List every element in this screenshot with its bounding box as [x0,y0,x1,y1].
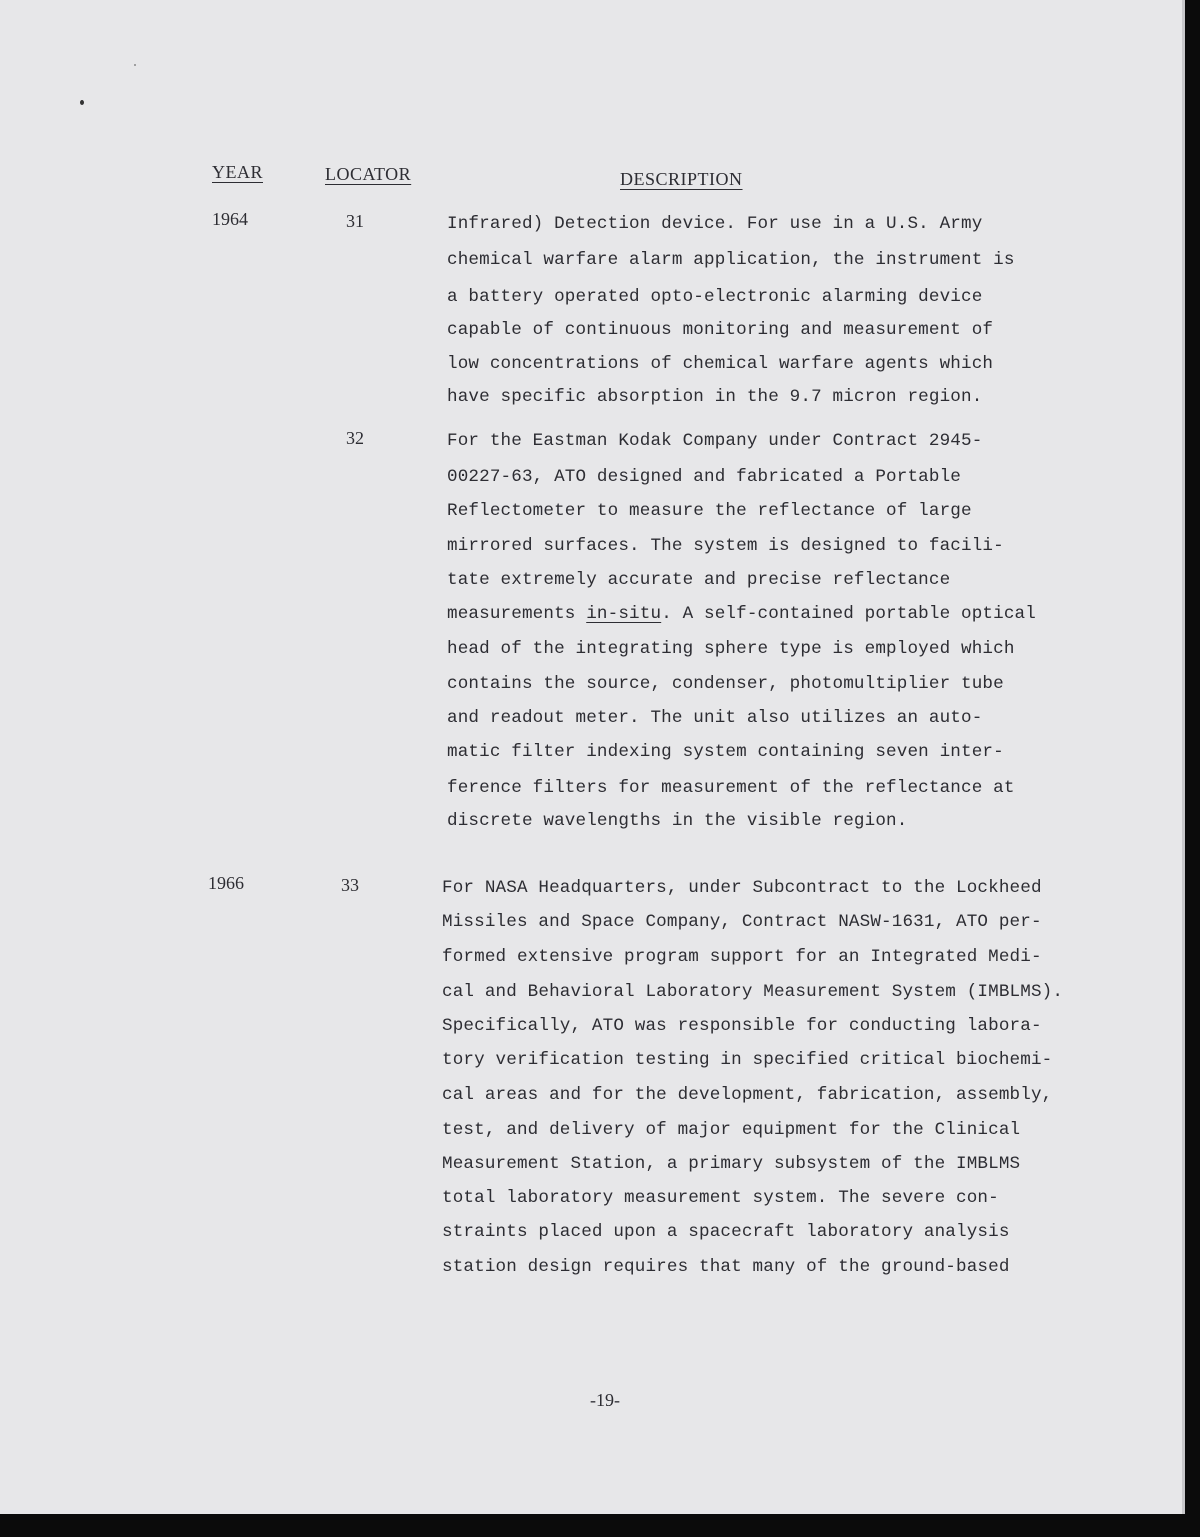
description-line: capable of continuous monitoring and measurement of [447,320,994,340]
description-line: contains the source, condenser, photomultiplier tube [447,674,1004,694]
entry-year: 1966 [208,873,244,893]
page-number: -19- [590,1390,620,1410]
description-line: head of the integrating sphere type is employed which [447,639,1015,659]
description-line: Measurement Station, a primary subsystem of the IMBLMS [442,1154,1021,1174]
description-line: low concentrations of chemical warfare agents which [447,354,994,374]
description-text: measurements [447,604,587,624]
entry-locator: 31 [346,211,364,231]
description-line: For the Eastman Kodak Company under Contract 2945- [447,431,983,451]
entry-locator: 33 [341,875,359,895]
description-line: and readout meter. The unit also utilizes an auto- [447,708,983,728]
entry-locator: 32 [346,428,364,448]
description-line: matic filter indexing system containing seven inter- [447,742,1004,762]
paper-speck [80,100,84,105]
description-line [447,604,1036,624]
description-line: ference filters for measurement of the reflectance at [447,778,1015,798]
description-line: For NASA Headquarters, under Subcontract to the Lockheed [442,878,1042,898]
description-line: Reflectometer to measure the reflectance of large [447,501,972,521]
description-line: discrete wavelengths in the visible region. [447,811,908,831]
description-line: have specific absorption in the 9.7 micron region. [447,387,983,407]
description-line: Infrared) Detection device. For use in a U.S. Army [447,214,983,234]
description-column-header: DESCRIPTION [620,169,743,189]
description-line: cal and Behavioral Laboratory Measurement System (IMBLMS). [442,982,1064,1002]
locator-column-header: LOCATOR [325,164,412,184]
description-line: tory verification testing in specified critical biochemi- [442,1050,1053,1070]
description-line: Missiles and Space Company, Contract NASW-1631, ATO per- [442,912,1042,932]
description-line: mirrored surfaces. The system is designed to facili- [447,536,1004,556]
paper-speck [134,64,136,66]
description-line: a battery operated opto-electronic alarming device [447,287,983,307]
description-line: Specifically, ATO was responsible for conducting labora- [442,1016,1042,1036]
emphasized-term: in-situ [586,604,662,624]
description-line: formed extensive program support for an Integrated Medi- [442,947,1042,967]
description-line: 00227-63, ATO designed and fabricated a Portable [447,467,961,487]
year-column-header: YEAR [212,162,263,182]
description-text: . A self-contained portable optical [661,604,1036,624]
description-line: tate extremely accurate and precise reflectance [447,570,951,590]
description-line: test, and delivery of major equipment for the Clinical [442,1120,1021,1140]
description-line: station design requires that many of the ground-based [442,1257,1010,1277]
description-line: chemical warfare alarm application, the instrument is [447,250,1015,270]
entry-year: 1964 [212,209,248,229]
description-line: cal areas and for the development, fabrication, assembly, [442,1085,1053,1105]
description-line: total laboratory measurement system. The severe con- [442,1188,999,1208]
description-line: straints placed upon a spacecraft laboratory analysis [442,1222,1010,1242]
